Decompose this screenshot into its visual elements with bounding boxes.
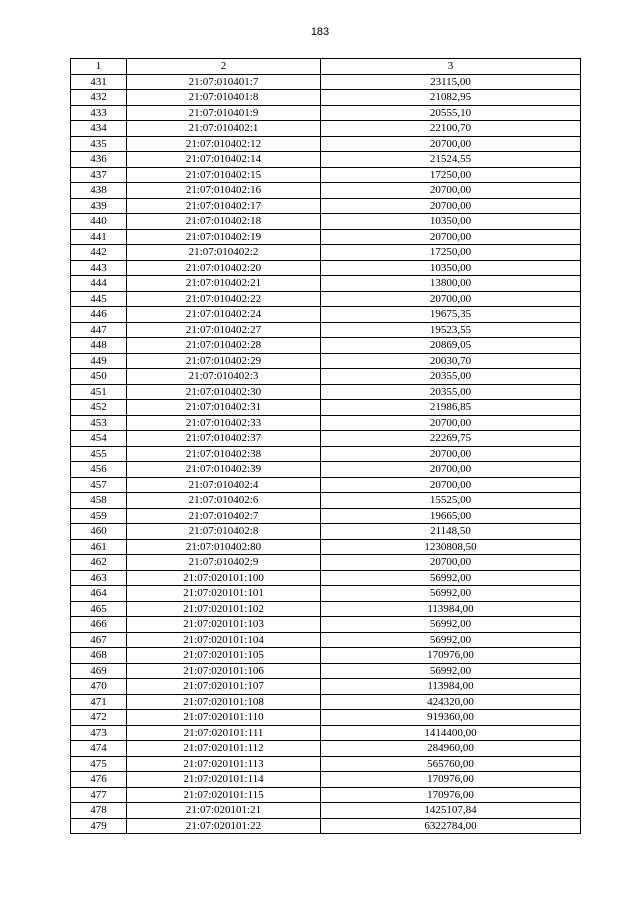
column-header-2: 2 <box>127 59 321 75</box>
cadastral-number-cell: 21:07:010402:17 <box>127 198 321 214</box>
value-cell: 20700,00 <box>321 183 581 199</box>
cadastral-number-cell: 21:07:020101:110 <box>127 710 321 726</box>
column-header-3: 3 <box>321 59 581 75</box>
table-row <box>71 260 581 276</box>
cadastral-number-cell: 21:07:020101:107 <box>127 679 321 695</box>
row-number-cell: 439 <box>71 198 127 214</box>
row-number-cell: 467 <box>71 632 127 648</box>
cadastral-number-cell: 21:07:010402:33 <box>127 415 321 431</box>
table-row <box>71 787 581 803</box>
row-number-cell: 455 <box>71 446 127 462</box>
table-row <box>71 570 581 586</box>
row-number-cell: 471 <box>71 694 127 710</box>
row-number-cell: 447 <box>71 322 127 338</box>
value-cell: 21082,95 <box>321 90 581 106</box>
cadastral-number-cell: 21:07:010402:12 <box>127 136 321 152</box>
cadastral-number-cell: 21:07:010402:9 <box>127 555 321 571</box>
value-cell: 10350,00 <box>321 214 581 230</box>
cadastral-number-cell: 21:07:020101:105 <box>127 648 321 664</box>
table-row <box>71 229 581 245</box>
cadastral-number-cell: 21:07:010402:80 <box>127 539 321 555</box>
row-number-cell: 454 <box>71 431 127 447</box>
row-number-cell: 461 <box>71 539 127 555</box>
cadastral-number-cell: 21:07:010402:2 <box>127 245 321 261</box>
row-number-cell: 443 <box>71 260 127 276</box>
table-row <box>71 353 581 369</box>
value-cell: 113984,00 <box>321 679 581 695</box>
row-number-cell: 448 <box>71 338 127 354</box>
value-cell: 20700,00 <box>321 477 581 493</box>
table-row <box>71 648 581 664</box>
data-table <box>70 58 581 834</box>
value-cell: 17250,00 <box>321 245 581 261</box>
row-number-cell: 451 <box>71 384 127 400</box>
row-number-cell: 445 <box>71 291 127 307</box>
value-cell: 565760,00 <box>321 756 581 772</box>
value-cell: 19523,55 <box>321 322 581 338</box>
row-number-cell: 438 <box>71 183 127 199</box>
value-cell: 20700,00 <box>321 136 581 152</box>
table-row <box>71 617 581 633</box>
cadastral-number-cell: 21:07:010402:31 <box>127 400 321 416</box>
row-number-cell: 459 <box>71 508 127 524</box>
cadastral-number-cell: 21:07:020101:106 <box>127 663 321 679</box>
table-row <box>71 338 581 354</box>
table-row <box>71 555 581 571</box>
cadastral-number-cell: 21:07:020101:114 <box>127 772 321 788</box>
row-number-cell: 433 <box>71 105 127 121</box>
row-number-cell: 450 <box>71 369 127 385</box>
table-body <box>71 74 581 834</box>
table-row <box>71 152 581 168</box>
cadastral-number-cell: 21:07:020101:103 <box>127 617 321 633</box>
row-number-cell: 437 <box>71 167 127 183</box>
row-number-cell: 441 <box>71 229 127 245</box>
value-cell: 15525,00 <box>321 493 581 509</box>
cadastral-number-cell: 21:07:010402:39 <box>127 462 321 478</box>
row-number-cell: 442 <box>71 245 127 261</box>
value-cell: 20355,00 <box>321 384 581 400</box>
row-number-cell: 462 <box>71 555 127 571</box>
row-number-cell: 444 <box>71 276 127 292</box>
cadastral-number-cell: 21:07:010402:22 <box>127 291 321 307</box>
cadastral-number-cell: 21:07:010402:30 <box>127 384 321 400</box>
value-cell: 20700,00 <box>321 462 581 478</box>
row-number-cell: 473 <box>71 725 127 741</box>
cadastral-number-cell: 21:07:020101:108 <box>127 694 321 710</box>
value-cell: 19675,35 <box>321 307 581 323</box>
row-number-cell: 479 <box>71 818 127 834</box>
table-row <box>71 493 581 509</box>
row-number-cell: 434 <box>71 121 127 137</box>
table-row <box>71 276 581 292</box>
row-number-cell: 472 <box>71 710 127 726</box>
cadastral-number-cell: 21:07:010402:8 <box>127 524 321 540</box>
row-number-cell: 436 <box>71 152 127 168</box>
value-cell: 21986,85 <box>321 400 581 416</box>
cadastral-number-cell: 21:07:010402:3 <box>127 369 321 385</box>
row-number-cell: 477 <box>71 787 127 803</box>
value-cell: 23115,00 <box>321 74 581 90</box>
cadastral-number-cell: 21:07:020101:111 <box>127 725 321 741</box>
value-cell: 424320,00 <box>321 694 581 710</box>
row-number-cell: 446 <box>71 307 127 323</box>
value-cell: 22269,75 <box>321 431 581 447</box>
table-row <box>71 772 581 788</box>
table-row <box>71 90 581 106</box>
row-number-cell: 453 <box>71 415 127 431</box>
value-cell: 20700,00 <box>321 291 581 307</box>
row-number-cell: 449 <box>71 353 127 369</box>
value-cell: 56992,00 <box>321 632 581 648</box>
value-cell: 170976,00 <box>321 648 581 664</box>
cadastral-number-cell: 21:07:010402:7 <box>127 508 321 524</box>
cadastral-number-cell: 21:07:010401:9 <box>127 105 321 121</box>
table-row <box>71 601 581 617</box>
value-cell: 170976,00 <box>321 772 581 788</box>
cadastral-number-cell: 21:07:020101:112 <box>127 741 321 757</box>
table-row <box>71 400 581 416</box>
row-number-cell: 463 <box>71 570 127 586</box>
cadastral-number-cell: 21:07:010402:15 <box>127 167 321 183</box>
row-number-cell: 478 <box>71 803 127 819</box>
table-row <box>71 446 581 462</box>
value-cell: 17250,00 <box>321 167 581 183</box>
row-number-cell: 457 <box>71 477 127 493</box>
row-number-cell: 432 <box>71 90 127 106</box>
value-cell: 20700,00 <box>321 415 581 431</box>
cadastral-number-cell: 21:07:010402:24 <box>127 307 321 323</box>
value-cell: 20700,00 <box>321 229 581 245</box>
table-row <box>71 477 581 493</box>
row-number-cell: 452 <box>71 400 127 416</box>
table-row <box>71 121 581 137</box>
table-row <box>71 105 581 121</box>
row-number-cell: 469 <box>71 663 127 679</box>
row-number-cell: 475 <box>71 756 127 772</box>
value-cell: 21524,55 <box>321 152 581 168</box>
cadastral-number-cell: 21:07:020101:101 <box>127 586 321 602</box>
table-row <box>71 291 581 307</box>
column-header-1: 1 <box>71 59 127 75</box>
value-cell: 113984,00 <box>321 601 581 617</box>
table-row <box>71 245 581 261</box>
row-number-cell: 470 <box>71 679 127 695</box>
value-cell: 1414400,00 <box>321 725 581 741</box>
value-cell: 20700,00 <box>321 555 581 571</box>
table-row <box>71 524 581 540</box>
table-row <box>71 710 581 726</box>
cadastral-number-cell: 21:07:010401:8 <box>127 90 321 106</box>
cadastral-number-cell: 21:07:010402:37 <box>127 431 321 447</box>
value-cell: 13800,00 <box>321 276 581 292</box>
row-number-cell: 465 <box>71 601 127 617</box>
value-cell: 284960,00 <box>321 741 581 757</box>
value-cell: 170976,00 <box>321 787 581 803</box>
table-row <box>71 539 581 555</box>
value-cell: 56992,00 <box>321 586 581 602</box>
row-number-cell: 466 <box>71 617 127 633</box>
value-cell: 20869,05 <box>321 338 581 354</box>
cadastral-number-cell: 21:07:010402:16 <box>127 183 321 199</box>
cadastral-number-cell: 21:07:010402:14 <box>127 152 321 168</box>
row-number-cell: 458 <box>71 493 127 509</box>
row-number-cell: 440 <box>71 214 127 230</box>
value-cell: 22100,70 <box>321 121 581 137</box>
table-row <box>71 586 581 602</box>
value-cell: 1230808,50 <box>321 539 581 555</box>
value-cell: 20030,70 <box>321 353 581 369</box>
page-number: 183 <box>310 26 330 38</box>
cadastral-number-cell: 21:07:010402:29 <box>127 353 321 369</box>
row-number-cell: 476 <box>71 772 127 788</box>
table-row <box>71 508 581 524</box>
row-number-cell: 431 <box>71 74 127 90</box>
value-cell: 6322784,00 <box>321 818 581 834</box>
table-row <box>71 369 581 385</box>
value-cell: 919360,00 <box>321 710 581 726</box>
table-row <box>71 756 581 772</box>
row-number-cell: 468 <box>71 648 127 664</box>
cadastral-number-cell: 21:07:020101:115 <box>127 787 321 803</box>
table-row <box>71 322 581 338</box>
cadastral-number-cell: 21:07:020101:113 <box>127 756 321 772</box>
row-number-cell: 435 <box>71 136 127 152</box>
table-row <box>71 415 581 431</box>
cadastral-number-cell: 21:07:020101:22 <box>127 818 321 834</box>
cadastral-number-cell: 21:07:010402:20 <box>127 260 321 276</box>
value-cell: 1425107,84 <box>321 803 581 819</box>
row-number-cell: 456 <box>71 462 127 478</box>
cadastral-number-cell: 21:07:010401:7 <box>127 74 321 90</box>
table-row <box>71 74 581 90</box>
cadastral-number-cell: 21:07:020101:104 <box>127 632 321 648</box>
table-row <box>71 694 581 710</box>
cadastral-number-cell: 21:07:010402:1 <box>127 121 321 137</box>
value-cell: 20700,00 <box>321 446 581 462</box>
cadastral-number-cell: 21:07:020101:21 <box>127 803 321 819</box>
value-cell: 10350,00 <box>321 260 581 276</box>
row-number-cell: 460 <box>71 524 127 540</box>
cadastral-number-cell: 21:07:010402:38 <box>127 446 321 462</box>
value-cell: 56992,00 <box>321 570 581 586</box>
cadastral-number-cell: 21:07:020101:100 <box>127 570 321 586</box>
table-row <box>71 818 581 834</box>
cadastral-number-cell: 21:07:010402:4 <box>127 477 321 493</box>
value-cell: 56992,00 <box>321 617 581 633</box>
table-row <box>71 307 581 323</box>
table-row <box>71 183 581 199</box>
table-row <box>71 462 581 478</box>
cadastral-number-cell: 21:07:010402:18 <box>127 214 321 230</box>
value-cell: 56992,00 <box>321 663 581 679</box>
table-row <box>71 679 581 695</box>
table-row <box>71 214 581 230</box>
header-row <box>71 59 581 75</box>
value-cell: 19665,00 <box>321 508 581 524</box>
table-row <box>71 431 581 447</box>
value-cell: 20555,10 <box>321 105 581 121</box>
cadastral-number-cell: 21:07:020101:102 <box>127 601 321 617</box>
table-row <box>71 803 581 819</box>
table-row <box>71 167 581 183</box>
cadastral-number-cell: 21:07:010402:28 <box>127 338 321 354</box>
cadastral-number-cell: 21:07:010402:19 <box>127 229 321 245</box>
value-cell: 21148,50 <box>321 524 581 540</box>
table-row <box>71 632 581 648</box>
table-row <box>71 663 581 679</box>
cadastral-number-cell: 21:07:010402:6 <box>127 493 321 509</box>
value-cell: 20355,00 <box>321 369 581 385</box>
value-cell: 20700,00 <box>321 198 581 214</box>
row-number-cell: 464 <box>71 586 127 602</box>
table-row <box>71 198 581 214</box>
cadastral-number-cell: 21:07:010402:21 <box>127 276 321 292</box>
table-row <box>71 384 581 400</box>
table-row <box>71 741 581 757</box>
cadastral-number-cell: 21:07:010402:27 <box>127 322 321 338</box>
row-number-cell: 474 <box>71 741 127 757</box>
table-row <box>71 725 581 741</box>
table-row <box>71 136 581 152</box>
